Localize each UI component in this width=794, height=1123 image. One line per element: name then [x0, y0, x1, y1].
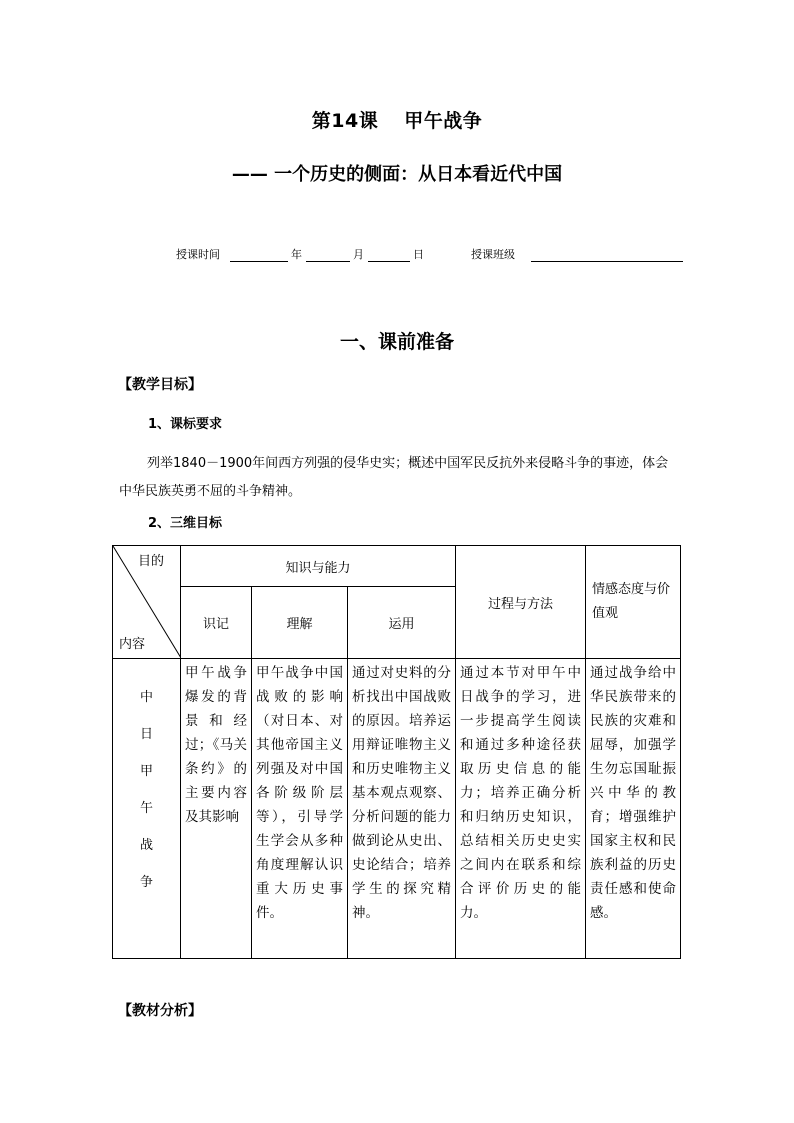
process-method-cell: 通过本节对甲午中日战争的学习，进一步提高学生阅读和通过多种途径获取历史信息的能力；培养正确分析和归纳历史知识，总结相关历史史实之间内在联系和综合评价历史的能力。 [456, 659, 586, 959]
row-label-char: 日 [139, 727, 153, 742]
row-label-char: 战 [139, 838, 153, 853]
understand-header: 理解 [252, 587, 348, 659]
goals-table [112, 545, 681, 959]
corner-content-label: 内容 [119, 637, 146, 652]
lesson-meta-row [176, 246, 683, 262]
textbook-analysis-heading: 【教材分析】 [118, 1003, 202, 1019]
row-label-sino-japanese-war [113, 659, 181, 959]
knowledge-ability-header: 知识与能力 [181, 546, 456, 587]
row-label-char: 中 [139, 690, 153, 705]
three-dimension-goals-heading: 2、三维目标 [148, 516, 223, 531]
time-label: 授课时间 [176, 248, 220, 261]
section-heading: 一、课前准备 [339, 331, 454, 353]
month-label: 月 [353, 248, 364, 261]
row-label-char: 甲 [139, 764, 153, 779]
lesson-number: 第14课 [311, 110, 379, 132]
class-blank[interactable] [531, 248, 683, 262]
apply-header: 运用 [348, 587, 456, 659]
teaching-goals-heading: 【教学目标】 [118, 377, 202, 393]
lesson-topic: 甲午战争 [404, 110, 483, 132]
understand-cell: 甲午战争中国战败的影响（对日本、对其他帝国主义列强及对中国各阶级阶层等），引导学生学会从多种角度理解认识重大历史事件。 [252, 659, 348, 959]
emotion-values-header: 情感态度与价值观 [586, 546, 681, 659]
curriculum-requirement-heading: 1、课标要求 [148, 417, 223, 432]
memorize-header: 识记 [181, 587, 252, 659]
day-label: 日 [413, 248, 424, 261]
row-label-char: 争 [139, 875, 153, 890]
corner-purpose-label: 目的 [137, 554, 164, 569]
curriculum-requirement-text: 列举1840－1900年间西方列强的侵华史实；概述中国军民反抗外来侵略斗争的事迹，体会中华民族英勇不屈的斗争精神。 [119, 456, 669, 499]
month-blank[interactable] [306, 248, 350, 262]
emotion-values-cell: 通过战争给中华民族带来的民族的灾难和屈辱，加强学生勿忘国耻振兴中华的教育；增强维护国家主权和民族利益的历史责任感和使命感。 [586, 659, 681, 959]
process-method-header: 过程与方法 [456, 546, 586, 659]
year-blank[interactable] [230, 248, 288, 262]
apply-cell: 通过对史料的分析找出中国战败的原因。培养运用辩证唯物主义和历史唯物主义基本观点观察、分析问题的能力做到论从史出、史论结合；培养学生的探究精神。 [348, 659, 456, 959]
day-blank[interactable] [368, 248, 410, 262]
class-label: 授课班级 [471, 248, 515, 261]
lesson-subtitle: —— 一个历史的侧面：从日本看近代中国 [231, 164, 563, 185]
lesson-title [0, 106, 794, 133]
memorize-cell: 甲午战争爆发的背景和经过；《马关条约》的主要内容及其影响 [181, 659, 252, 959]
year-label: 年 [291, 248, 302, 261]
table-corner-cell [113, 546, 181, 659]
row-label-char: 午 [139, 801, 153, 816]
